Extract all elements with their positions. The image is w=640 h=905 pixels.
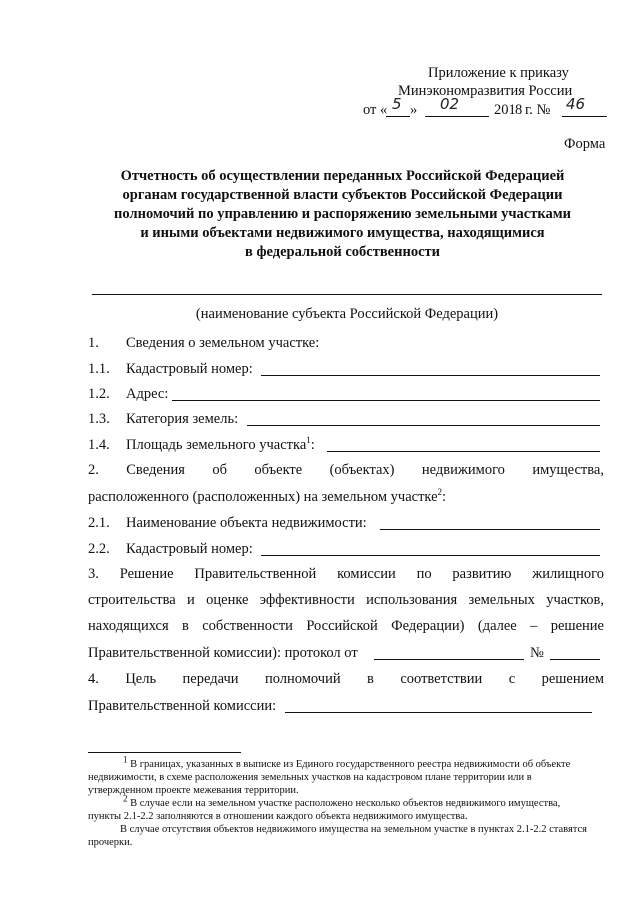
item-label: Наименование объекта недвижимости: <box>126 515 367 531</box>
property-name-field[interactable] <box>380 529 600 530</box>
word: недвижимого <box>421 462 505 478</box>
word: (объектах) <box>329 462 395 478</box>
item-3-line-1 <box>88 566 604 583</box>
item-number: 2. <box>88 462 99 478</box>
word: в <box>182 618 189 634</box>
word: по <box>416 566 432 582</box>
item-text: расположенного (расположенных) на земельном участке <box>88 489 438 505</box>
item-number: 1.3. <box>88 411 110 427</box>
item-number: 4. <box>88 671 99 687</box>
item-number: 1.4. <box>88 437 110 453</box>
word: оценке <box>206 592 249 608</box>
word: объекте <box>254 462 303 478</box>
footnote-2 <box>123 793 561 810</box>
word: Правительственной <box>194 566 317 582</box>
word: (далее <box>477 618 517 634</box>
item-number: 1.1. <box>88 361 110 377</box>
footnote-1 <box>123 754 571 771</box>
header-year-prefix: 201 <box>494 102 516 118</box>
item-2-line-1 <box>88 462 604 479</box>
item-label: Сведения о земельном участке: <box>126 335 320 351</box>
subject-caption: (наименование субъекта Российской Федерации) <box>195 306 499 322</box>
item-3-line-3 <box>88 618 604 635</box>
footnote-text: недвижимости, в схеме расположения земельных участков на кадастровом плане территории или в <box>88 772 532 783</box>
item-number: 2.2. <box>88 541 110 557</box>
footnote-text: утвержденном проекте межевания территории. <box>88 785 299 796</box>
word: собственности <box>202 618 293 634</box>
word: в <box>367 671 374 687</box>
word: жилищного <box>532 566 604 582</box>
word: развитию <box>452 566 512 582</box>
subject-name-field[interactable] <box>92 294 602 295</box>
word: решением <box>541 671 604 687</box>
word: строительства <box>88 592 176 608</box>
colon: : <box>442 489 447 505</box>
header-date-prefix: от « <box>363 102 388 118</box>
header-year-digit: 8 <box>515 102 523 118</box>
item-3-line-2 <box>88 592 604 609</box>
title-line: органам государственной власти субъектов Российской Федерации <box>122 187 563 203</box>
word: имущества, <box>532 462 604 478</box>
item-label: Категория земель: <box>126 411 239 427</box>
header-number: 46 <box>566 95 586 113</box>
protocol-number-field[interactable] <box>550 659 600 660</box>
title-line: в федеральной собственности <box>245 244 440 260</box>
header-month: 02 <box>440 95 460 113</box>
title-line: и иными объектами недвижимого имущества, находящимися <box>140 225 545 241</box>
footnote-separator <box>88 752 241 753</box>
footnote-text: прочерки. <box>88 837 133 848</box>
document-title <box>60 167 625 262</box>
item-label <box>126 436 315 454</box>
item-label: Адрес: <box>126 386 169 402</box>
form-label: Форма <box>564 136 606 152</box>
footnote-text: В случае отсутствия объектов недвижимого имущества на земельном участке в пунктах 2.1-2.2 ставятся <box>120 824 587 835</box>
word: участков, <box>546 592 604 608</box>
number-sign: № <box>530 645 544 661</box>
item-number: 1. <box>88 335 99 351</box>
word: Российской <box>306 618 378 634</box>
word: об <box>212 462 227 478</box>
word: использования <box>366 592 458 608</box>
word: Решение <box>119 566 174 582</box>
item-label: Кадастровый номер: <box>126 361 253 377</box>
item-2-line-2 <box>88 488 446 506</box>
word: решение <box>550 618 604 634</box>
land-area-field[interactable] <box>327 451 600 452</box>
word: с <box>508 671 516 687</box>
footnote-mark: 2 <box>123 793 128 804</box>
colon: : <box>310 437 315 453</box>
footnote-ref: 1 <box>306 435 311 446</box>
word: Федерации) <box>391 618 465 634</box>
footnote-ref: 2 <box>437 487 443 498</box>
word: и <box>187 592 195 608</box>
word: эффективности <box>259 592 355 608</box>
word: соответствии <box>400 671 483 687</box>
land-category-field[interactable] <box>247 425 600 426</box>
word: передачи <box>182 671 239 687</box>
number-underline <box>562 116 607 117</box>
header-day: 5 <box>392 95 402 113</box>
cadastral-number-field[interactable] <box>261 375 600 376</box>
item-text: Правительственной комиссии: <box>88 698 277 714</box>
item-number: 2.1. <box>88 515 110 531</box>
area-label: Площадь земельного участка <box>126 437 307 453</box>
title-line: Отчетность об осуществлении переданных Российской Федерацией <box>120 168 565 184</box>
header-year-suffix: г. № <box>525 102 551 118</box>
property-cadastral-field[interactable] <box>261 555 600 556</box>
item-4-line-1 <box>88 671 604 688</box>
word: находящихся <box>88 618 169 634</box>
title-line: полномочий по управлению и распоряжению земельными участками <box>114 206 571 222</box>
transfer-purpose-field[interactable] <box>285 712 592 713</box>
address-field[interactable] <box>172 400 600 401</box>
word: полномочий <box>264 671 341 687</box>
header-date-mid: » <box>410 102 418 118</box>
word: земельных <box>468 592 535 608</box>
footnote-text: В границах, указанных в выписке из Единого государственного реестра недвижимости об объекте <box>130 759 571 770</box>
item-number: 3. <box>88 566 99 582</box>
header-line-2: Минэкономразвития России <box>398 83 573 99</box>
item-number: 1.2. <box>88 386 110 402</box>
footnote-text: В случае если на земельном участке расположено несколько объектов недвижимого имущества, <box>130 798 561 809</box>
protocol-date-field[interactable] <box>374 659 524 660</box>
word: Сведения <box>126 462 185 478</box>
day-underline <box>386 116 410 117</box>
header-line-1: Приложение к приказу <box>428 65 569 81</box>
month-underline <box>425 116 489 117</box>
item-text: Правительственной комиссии): протокол от <box>88 645 358 661</box>
footnote-mark: 1 <box>123 754 128 765</box>
footnote-text: пункты 2.1-2.2 заполняются в отношении каждого объекта недвижимого имущества. <box>88 811 468 822</box>
word: – <box>530 618 538 634</box>
word: комиссии <box>337 566 396 582</box>
item-label: Кадастровый номер: <box>126 541 253 557</box>
word: Цель <box>125 671 157 687</box>
